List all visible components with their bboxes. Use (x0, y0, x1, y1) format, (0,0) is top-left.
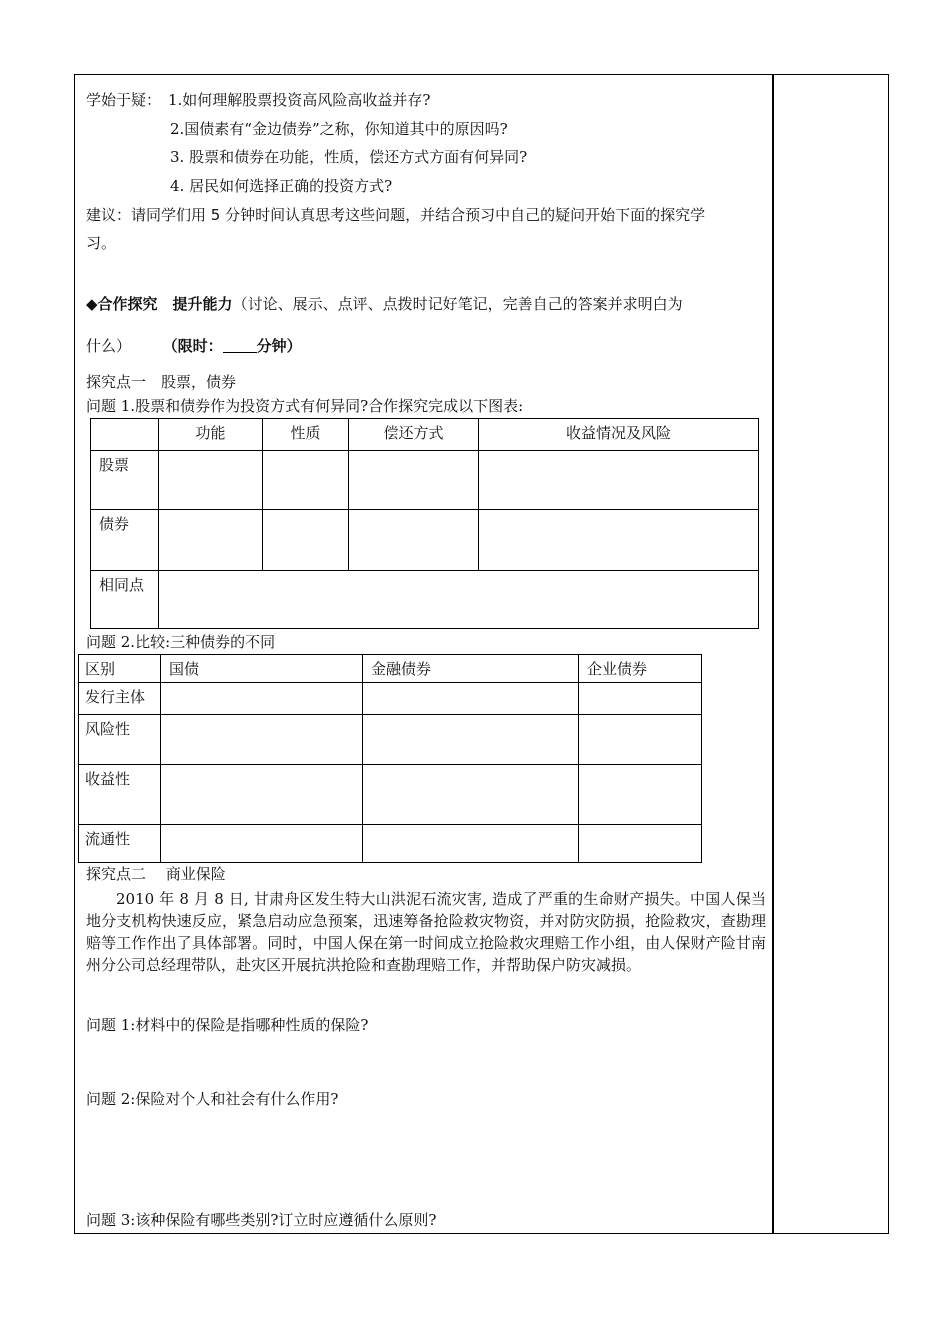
time-suffix: 分钟） (256, 337, 302, 355)
table1-cell[interactable] (159, 510, 263, 571)
table2-cell[interactable] (579, 765, 702, 825)
bond-compare-table (78, 654, 702, 863)
table2-cell[interactable] (161, 683, 363, 715)
table2-cell[interactable] (161, 825, 363, 863)
table2-cell[interactable] (161, 715, 363, 765)
table1-cell[interactable] (479, 510, 759, 571)
cooperate-title: 合作探究 提升能力 (97, 295, 233, 313)
cooperate-desc-1: （讨论、展示、点评、点拨时记好笔记，完善自己的答案并求明白为 (232, 295, 683, 313)
table1-header-function: 功能 (159, 419, 263, 451)
time-blank[interactable] (223, 338, 257, 353)
time-label: （限时： (162, 337, 223, 355)
table2-cell[interactable] (579, 825, 702, 863)
suggestion-line-2: 习。 (86, 234, 117, 252)
table2-row-liquidity: 流通性 (79, 825, 161, 863)
diamond-icon: ◆ (86, 295, 98, 313)
column-divider (772, 74, 774, 1234)
table1-cell[interactable] (263, 451, 349, 510)
intro-question-2: 2.国债素有“金边债券”之称，你知道其中的原因吗? (170, 120, 508, 138)
table1-row-bond: 债券 (91, 510, 159, 571)
table1-header-repay: 偿还方式 (349, 419, 479, 451)
intro-label: 学始于疑： (86, 91, 162, 109)
table2-header-corporate: 企业债券 (579, 655, 702, 683)
table2-cell[interactable] (363, 683, 579, 715)
table2-header-diff: 区别 (79, 655, 161, 683)
table2-cell[interactable] (579, 715, 702, 765)
point2-paragraph: 2010 年 8 月 8 日, 甘肃舟区发生特大山洪泥石流灾害, 造成了严重的生命财产损失。中国人保当地分支机构快速反应，紧急启动应急预案，迅速筹备抢险救灾物资，并对防灾防损，抢险救灾，查勘理赔等工作作出了具体部署。同时，中国人保在第一时间成立抢险救灾理赔工作小组，由人保财产险甘南州分公司总经理带队，赴灾区开展抗洪抢险和查勘理赔工作，并帮助保户防灾减损。 (86, 890, 766, 974)
table2-cell[interactable] (363, 765, 579, 825)
table1-cell[interactable] (349, 451, 479, 510)
table1-cell[interactable] (479, 451, 759, 510)
table2-row-risk: 风险性 (79, 715, 161, 765)
table2-row-return: 收益性 (79, 765, 161, 825)
stock-bond-table (90, 418, 759, 629)
cooperate-desc-row (86, 336, 302, 356)
table2-row-issuer: 发行主体 (79, 683, 161, 715)
point1-question2: 问题 2.比较:三种债券的不同 (86, 633, 276, 651)
intro-question-1: 1.如何理解股票投资高风险高收益并存? (168, 91, 431, 109)
point2-question2: 问题 2:保险对个人和社会有什么作用? (86, 1090, 339, 1108)
table2-cell[interactable] (363, 825, 579, 863)
table1-cell[interactable] (159, 451, 263, 510)
table1-row-common: 相同点 (91, 571, 159, 629)
point2-title: 探究点二 商业保险 (86, 865, 226, 883)
table2-header-financial: 金融债券 (363, 655, 579, 683)
table1-cell-common[interactable] (159, 571, 759, 629)
table1-row-stock: 股票 (91, 451, 159, 510)
suggestion-line-1: 建议：请同学们用 5 分钟时间认真思考这些问题，并结合预习中自己的疑问开始下面的探究学 (86, 206, 706, 224)
cooperate-heading (86, 294, 683, 314)
table1-header-empty (91, 419, 159, 451)
intro-question-3: 3. 股票和债券在功能，性质，偿还方式方面有何异同? (170, 148, 528, 166)
table1-cell[interactable] (263, 510, 349, 571)
table2-header-treasury: 国债 (161, 655, 363, 683)
table2-cell[interactable] (363, 715, 579, 765)
point2-question3: 问题 3:该种保险有哪些类别?订立时应遵循什么原则? (86, 1211, 437, 1229)
table1-header-nature: 性质 (263, 419, 349, 451)
table2-cell[interactable] (579, 683, 702, 715)
point1-title: 探究点一 股票，债券 (86, 373, 237, 391)
cooperate-desc-2: 什么） (86, 337, 132, 355)
table2-cell[interactable] (161, 765, 363, 825)
table1-cell[interactable] (349, 510, 479, 571)
point2-question1: 问题 1:材料中的保险是指哪种性质的保险? (86, 1016, 369, 1034)
intro-question-4: 4. 居民如何选择正确的投资方式? (170, 177, 393, 195)
point1-question1: 问题 1.股票和债券作为投资方式有何异同?合作探究完成以下图表: (86, 397, 524, 415)
table1-header-return-risk: 收益情况及风险 (479, 419, 759, 451)
